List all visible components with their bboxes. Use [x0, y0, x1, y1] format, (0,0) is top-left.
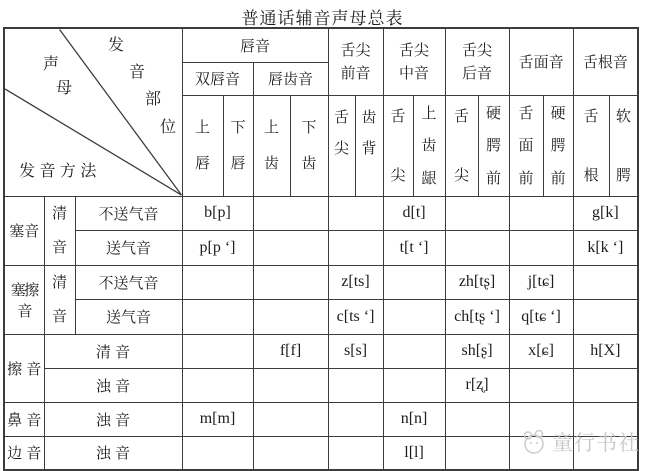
corner-place-char: 位	[160, 119, 177, 136]
aspiration-label-unaspirated: 不送气音	[75, 265, 182, 300]
header-velar: 舌根音	[573, 28, 638, 95]
header-apical-back: 舌尖 后音	[445, 28, 509, 95]
data-cell: s[s]	[328, 334, 383, 368]
consonant-table	[3, 27, 639, 471]
data-cell: zh[tʂ]	[445, 265, 509, 300]
place-tongue-tip: 舌 尖	[328, 95, 355, 196]
place-alveolar-ridge: 上 齿 龈	[413, 95, 445, 196]
cell-empty	[253, 368, 328, 402]
watermark-text: 童行书社	[552, 432, 640, 455]
cell-empty	[253, 436, 328, 470]
cell-empty	[383, 368, 445, 402]
place-lower-lip: 下 唇	[223, 95, 253, 196]
data-cell: d[t]	[383, 196, 445, 231]
cell-empty	[182, 265, 253, 300]
cell-empty	[182, 300, 253, 335]
cell-empty	[253, 196, 328, 231]
data-cell: q[tɕ ‘]	[509, 300, 573, 335]
cell-empty	[383, 265, 445, 300]
place-hard-palate-front: 硬 腭 前	[543, 95, 573, 196]
place-tongue-tip: 舌 尖	[445, 95, 478, 196]
row-label-nasal: 鼻 音	[4, 402, 44, 436]
place-tongue-blade-front: 舌 面 前	[509, 95, 543, 196]
corner-initials-char: 声	[43, 56, 60, 73]
corner-cell	[4, 28, 182, 196]
data-cell: f[f]	[253, 334, 328, 368]
cell-empty	[328, 368, 383, 402]
cell-empty	[253, 402, 328, 436]
aspiration-label-aspirated: 送气音	[75, 231, 182, 266]
data-cell: j[tɕ]	[509, 265, 573, 300]
place-tongue-tip: 舌 尖	[383, 95, 413, 196]
row-label-stop: 塞音	[4, 196, 44, 265]
data-cell: r[ʐ]	[445, 368, 509, 402]
cell-empty	[445, 231, 509, 266]
corner-place-char: 音	[129, 64, 146, 81]
cell-empty	[509, 196, 573, 231]
voicing-label-voiceless: 清 音	[44, 265, 75, 334]
cell-empty	[328, 436, 383, 470]
data-cell: ch[tʂ ‘]	[445, 300, 509, 335]
cell-empty	[509, 368, 573, 402]
cell-empty	[445, 196, 509, 231]
cell-empty	[573, 300, 638, 335]
place-teeth-back: 齿 背	[355, 95, 383, 196]
header-dorsal: 舌面音	[509, 28, 573, 95]
data-cell: n[n]	[383, 402, 445, 436]
cell-empty	[573, 368, 638, 402]
data-cell: x[ɕ]	[509, 334, 573, 368]
cell-empty	[383, 334, 445, 368]
corner-initials-char: 母	[56, 80, 73, 97]
voicing-label-voiced: 浊 音	[44, 402, 182, 436]
voicing-label-voiced: 浊 音	[44, 436, 182, 470]
place-soft-palate: 软 腭	[609, 95, 638, 196]
corner-place-char: 发	[108, 37, 125, 54]
corner-place-char: 部	[145, 91, 162, 108]
cell-empty	[445, 402, 509, 436]
data-cell: z[ts]	[328, 265, 383, 300]
cell-empty	[509, 231, 573, 266]
header-bilabial: 双唇音	[182, 62, 253, 95]
data-cell: h[X]	[573, 334, 638, 368]
data-cell: p[p ‘]	[182, 231, 253, 266]
data-cell: k[k ‘]	[573, 231, 638, 266]
header-apical-mid: 舌尖 中音	[383, 28, 445, 95]
watermark	[521, 427, 640, 457]
cell-empty	[573, 265, 638, 300]
row-label-fricative: 擦 音	[4, 334, 44, 402]
cell-empty	[253, 231, 328, 266]
data-cell: l[l]	[383, 436, 445, 470]
row-label-affricate: 塞擦音	[4, 265, 44, 334]
data-cell: b[p]	[182, 196, 253, 231]
cell-empty	[383, 300, 445, 335]
cell-empty	[445, 436, 509, 470]
data-cell: m[m]	[182, 402, 253, 436]
header-labiodental: 唇齿音	[253, 62, 328, 95]
cell-empty	[182, 334, 253, 368]
place-upper-teeth: 上 齿	[253, 95, 290, 196]
cell-empty	[253, 265, 328, 300]
place-lower-teeth: 下 齿	[290, 95, 328, 196]
data-cell: g[k]	[573, 196, 638, 231]
voicing-label-voiced: 浊 音	[44, 368, 182, 402]
aspiration-label-unaspirated: 不送气音	[75, 196, 182, 231]
cell-empty	[253, 300, 328, 335]
voicing-label-voiceless: 清 音	[44, 334, 182, 368]
cell-empty	[328, 196, 383, 231]
data-cell: t[t ‘]	[383, 231, 445, 266]
cell-empty	[328, 231, 383, 266]
header-apical-front: 舌尖 前音	[328, 28, 383, 95]
tongxing-logo-icon	[521, 429, 547, 455]
place-upper-lip: 上 唇	[182, 95, 223, 196]
page-title: 普通话辅音声母总表	[241, 9, 404, 28]
place-hard-palate-front: 硬 腭 前	[478, 95, 509, 196]
voicing-label-voiceless: 清 音	[44, 196, 75, 265]
cell-empty	[182, 436, 253, 470]
data-cell: sh[ʂ]	[445, 334, 509, 368]
header-lip-group: 唇音	[182, 28, 328, 62]
corner-method-label: 发 音 方 法	[19, 163, 97, 180]
place-tongue-root: 舌 根	[573, 95, 609, 196]
data-cell: c[ts ‘]	[328, 300, 383, 335]
cell-empty	[182, 368, 253, 402]
aspiration-label-aspirated: 送气音	[75, 300, 182, 335]
row-label-lateral: 边 音	[4, 436, 44, 470]
cell-empty	[328, 402, 383, 436]
